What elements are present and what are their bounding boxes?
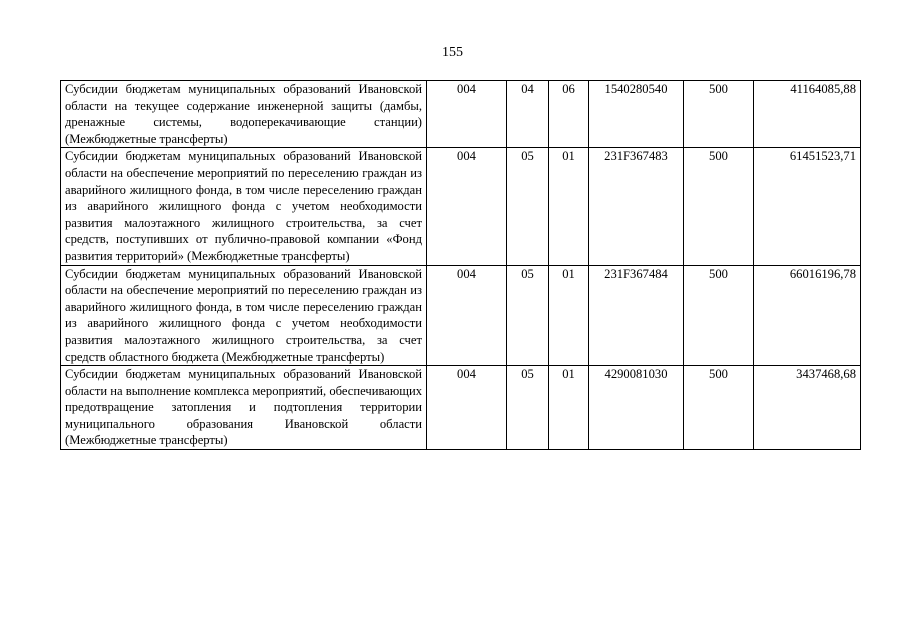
row-description: Субсидии бюджетам муниципальных образований Ивановской области на обеспечение мероприятий по переселению граждан из аварийного жилищного фонда, в том числе переселению граждан из аварийного жилищного фонда с учетом необходимости развития малоэтажного жилищного строительства, за счет средств областного бюджета (Межбюджетные трансферты) xyxy=(61,265,427,366)
ministry-code: 004 xyxy=(427,265,507,366)
table-row xyxy=(61,366,861,450)
row-description: Субсидии бюджетам муниципальных образований Ивановской области на обеспечение мероприятий по переселению граждан из аварийного жилищного фонда, в том числе переселению граждан из аварийного жилищного фонда с учетом необходимости развития малоэтажного жилищного строительства, за счет средств, поступивших от публично-правовой компании «Фонд развития территорий» (Межбюджетные трансферты) xyxy=(61,148,427,265)
target-article-code: 231F367483 xyxy=(589,148,684,265)
section-code: 04 xyxy=(507,81,549,148)
target-article-code: 231F367484 xyxy=(589,265,684,366)
row-description: Субсидии бюджетам муниципальных образований Ивановской области на текущее содержание инженерной защиты (дамбы, дренажные системы, водоперекачивающие станции) (Межбюджетные трансферты) xyxy=(61,81,427,148)
amount: 41164085,88 xyxy=(754,81,861,148)
row-description: Субсидии бюджетам муниципальных образований Ивановской области на выполнение комплекса мероприятий, обеспечивающих предотвращение затопления и подтопления территории муниципального образования Ивановской области (Межбюджетные трансферты) xyxy=(61,366,427,450)
page-number: 155 xyxy=(442,45,463,60)
expense-type-code: 500 xyxy=(684,265,754,366)
ministry-code: 004 xyxy=(427,81,507,148)
budget-table xyxy=(60,80,861,450)
amount: 3437468,68 xyxy=(754,366,861,450)
section-code: 05 xyxy=(507,148,549,265)
expense-type-code: 500 xyxy=(684,366,754,450)
subsection-code: 01 xyxy=(549,366,589,450)
amount: 61451523,71 xyxy=(754,148,861,265)
target-article-code: 1540280540 xyxy=(589,81,684,148)
table-row xyxy=(61,81,861,148)
expense-type-code: 500 xyxy=(684,81,754,148)
subsection-code: 01 xyxy=(549,148,589,265)
section-code: 05 xyxy=(507,265,549,366)
table-row xyxy=(61,265,861,366)
ministry-code: 004 xyxy=(427,148,507,265)
subsection-code: 06 xyxy=(549,81,589,148)
ministry-code: 004 xyxy=(427,366,507,450)
amount: 66016196,78 xyxy=(754,265,861,366)
target-article-code: 4290081030 xyxy=(589,366,684,450)
section-code: 05 xyxy=(507,366,549,450)
table-row xyxy=(61,148,861,265)
subsection-code: 01 xyxy=(549,265,589,366)
expense-type-code: 500 xyxy=(684,148,754,265)
